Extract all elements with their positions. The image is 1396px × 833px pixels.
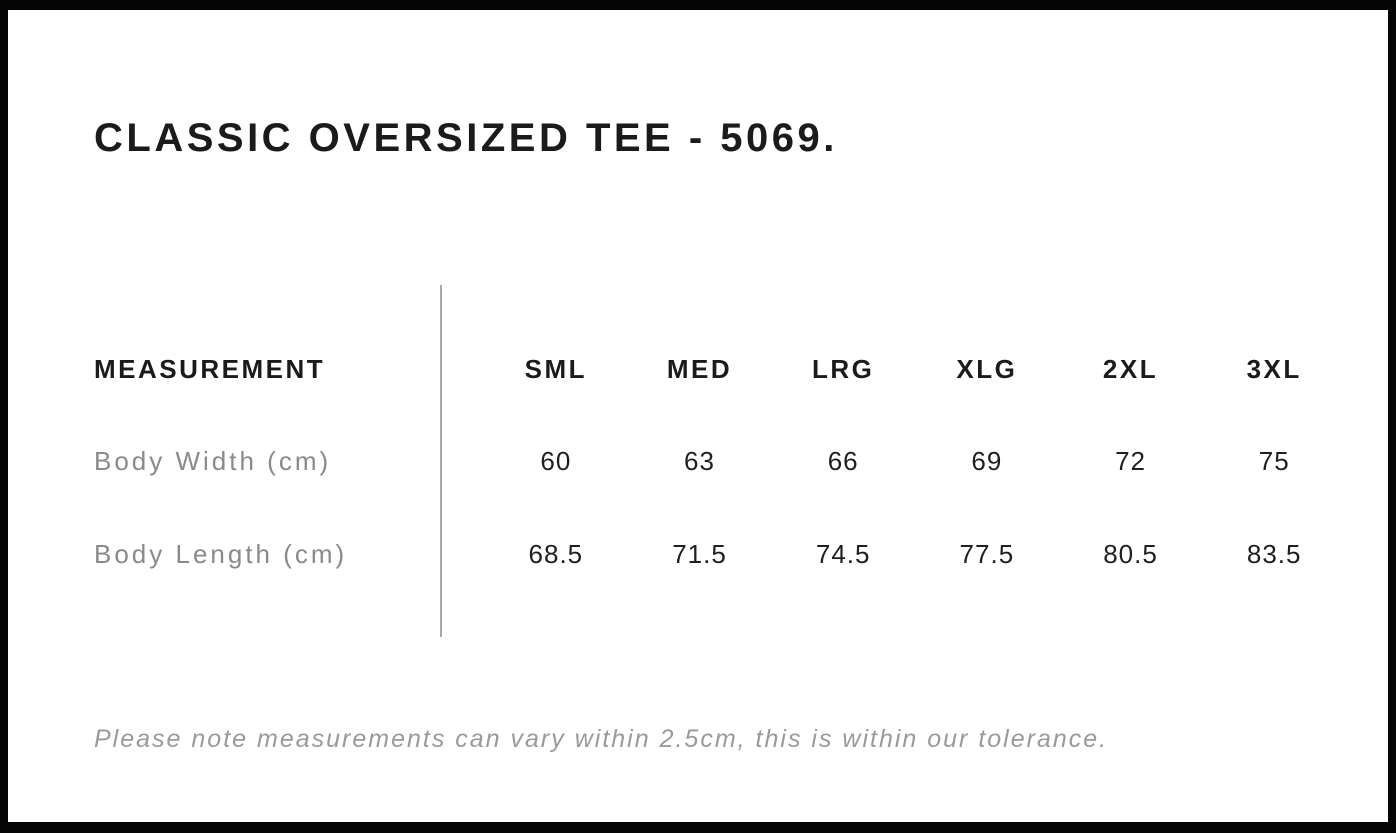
value-body-length-xlg: 77.5 (959, 538, 1015, 569)
table-row-body-length (94, 540, 1346, 568)
value-body-width-2xl: 72 (1115, 445, 1146, 476)
column-header-xlg: XLG (956, 353, 1018, 384)
column-header-3xl: 3XL (1246, 353, 1302, 384)
row-label-body-width: Body Width (cm) (94, 445, 332, 476)
column-header-lrg: LRG (811, 353, 875, 384)
value-body-width-lrg: 66 (827, 445, 859, 476)
row-label-body-length: Body Length (cm) (94, 538, 348, 569)
column-header-2xl: 2XL (1102, 353, 1159, 384)
size-header-group (440, 354, 1346, 385)
page-title: CLASSIC OVERSIZED TEE - 5069. (94, 116, 838, 160)
tolerance-note: Please note measurements can vary within 2.5cm, this is within our tolerance. (94, 725, 1109, 753)
row-values-body-width (440, 446, 1346, 477)
value-body-width-3xl: 75 (1258, 445, 1290, 476)
row-values-body-length (440, 539, 1346, 570)
value-body-length-3xl: 83.5 (1246, 538, 1302, 569)
value-body-length-lrg: 74.5 (815, 538, 871, 569)
value-body-width-sml: 60 (540, 445, 572, 476)
column-header-med: MED (666, 353, 733, 384)
value-body-width-xlg: 69 (971, 445, 1003, 476)
value-body-width-med: 63 (684, 445, 715, 476)
table-row-body-width (94, 447, 1346, 475)
table-header-row (94, 355, 1346, 383)
value-body-length-2xl: 80.5 (1103, 538, 1158, 569)
value-body-length-med: 71.5 (672, 538, 727, 569)
column-header-measurement: MEASUREMENT (94, 353, 326, 384)
value-body-length-sml: 68.5 (528, 538, 584, 569)
column-header-sml: SML (524, 353, 588, 384)
